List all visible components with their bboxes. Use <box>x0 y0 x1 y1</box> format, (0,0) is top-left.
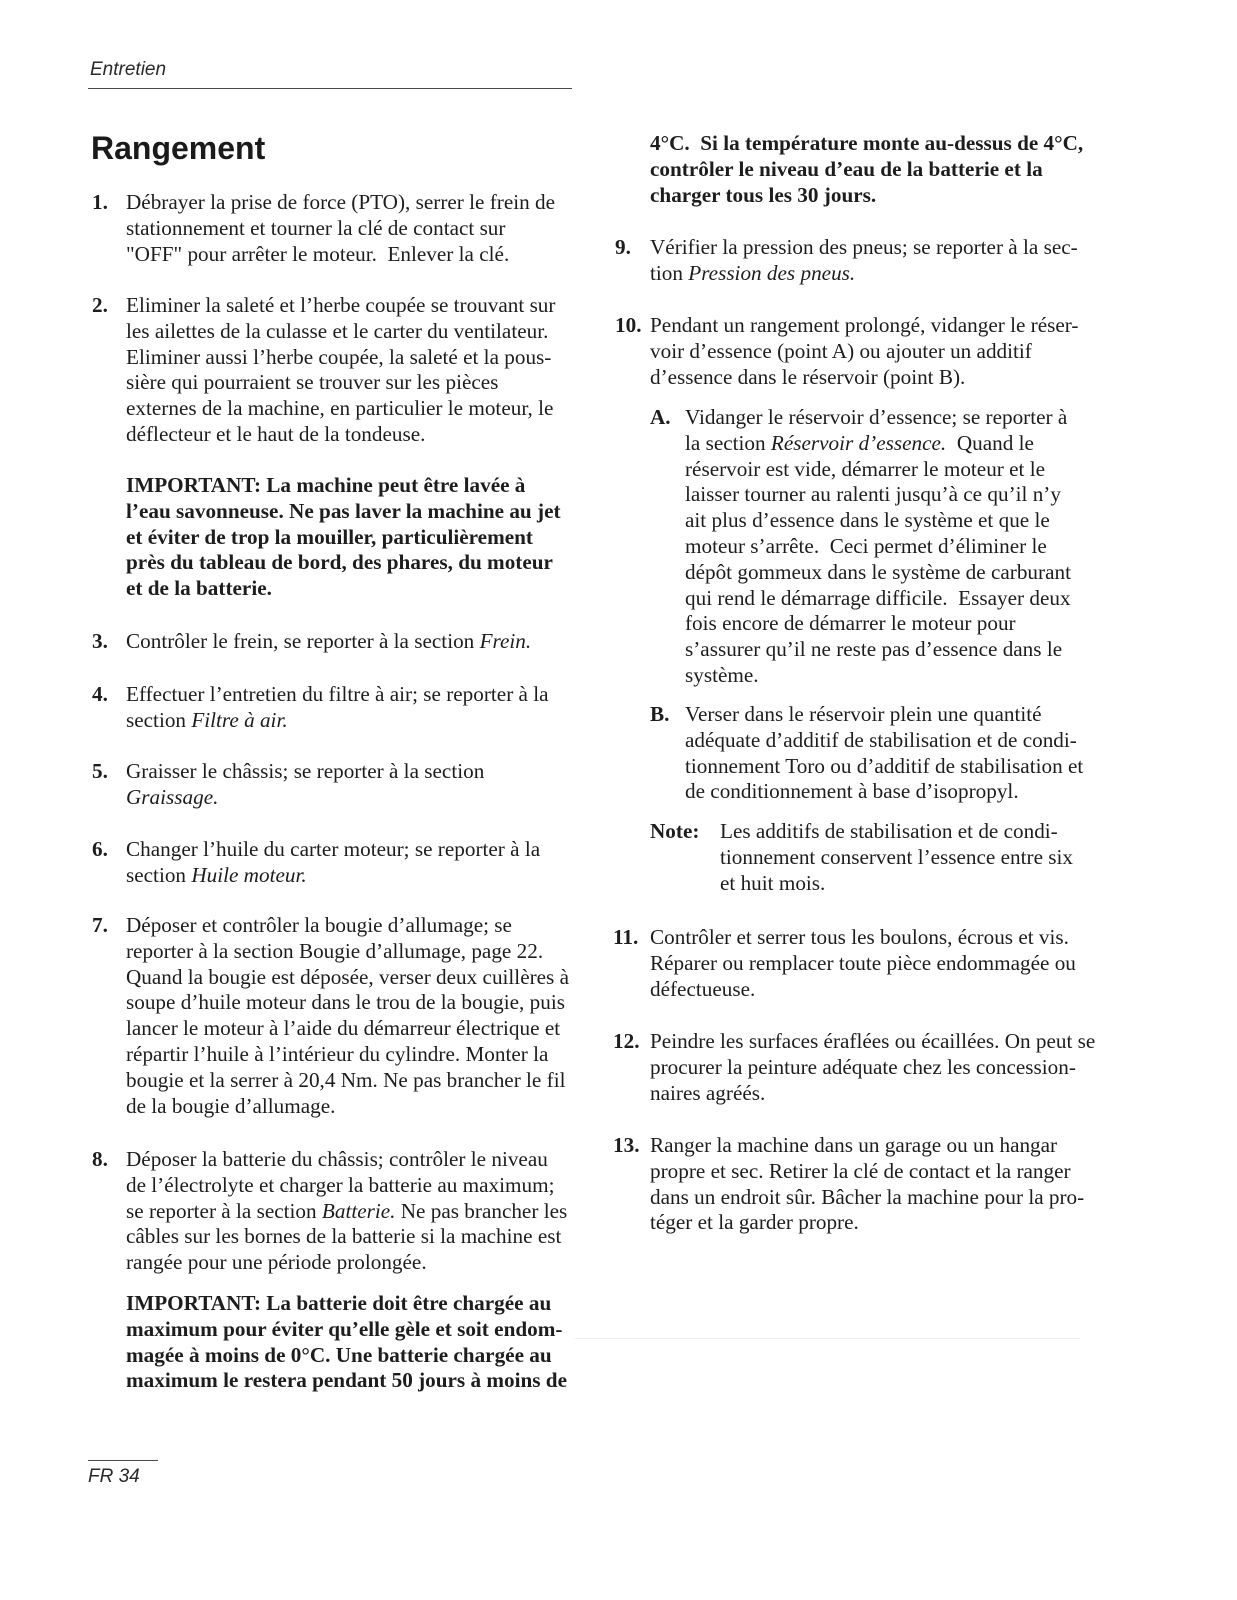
substep-b <box>650 702 1084 805</box>
substep-letter: B. <box>650 702 670 726</box>
step-text-line: Ranger la machine dans un garage ou un hangar <box>650 1133 1058 1157</box>
step-text-line: Réparer ou remplacer toute pièce endommagée ou <box>650 950 1076 975</box>
step-text-line: soupe d’huile moteur dans le trou de la bougie, puis <box>126 990 565 1015</box>
substep-text-line: dépôt gommeux dans le système de carburant <box>685 559 1071 584</box>
step-text-line <box>126 708 549 734</box>
note-label: Note: <box>650 819 700 843</box>
substep-text-line: adéquate d’additif de stabilisation et de condi- <box>685 727 1077 752</box>
important-line: charger tous les 30 jours. <box>650 182 877 207</box>
page-number: FR 34 <box>88 1466 140 1487</box>
text-segment: section <box>126 862 192 887</box>
important-line: IMPORTANT: La batterie doit être chargée au <box>126 1291 552 1315</box>
step-text-line: les ailettes de la culasse et le carter du ventilateur. <box>126 318 549 343</box>
step-text-line: de la bougie d’allumage. <box>126 1093 336 1118</box>
step-number: 11. <box>613 925 639 949</box>
step-text-line: Déposer et contrôler la bougie d’allumage; se <box>126 913 512 937</box>
important-line: près du tableau de bord, des phares, du moteur <box>126 550 553 575</box>
step-text-line: procurer la peinture adéquate chez les concession- <box>650 1054 1076 1079</box>
step-text-line: sière qui pourraient se trouver sur les pièces <box>126 370 499 395</box>
step-5 <box>92 759 485 811</box>
step-3 <box>92 629 532 655</box>
section-reference: Batterie. <box>321 1198 396 1223</box>
text-segment: Quand le <box>946 430 1034 455</box>
step-text-line <box>650 261 1078 287</box>
substep-a <box>650 405 1071 689</box>
important-line: et de la batterie. <box>126 576 272 601</box>
step-1 <box>92 190 556 267</box>
step-text-line: Peindre les surfaces éraflées ou écaillées. On peut se <box>650 1029 1096 1053</box>
section-reference: Graissage. <box>126 784 219 809</box>
important-line: magée à moins de 0°C. Une batterie chargée au <box>126 1342 552 1367</box>
important-notice-washing <box>126 473 561 602</box>
step-number: 3. <box>92 629 108 653</box>
step-text-line: Changer l’huile du carter moteur; se reporter à la <box>126 837 541 861</box>
substep-letter: A. <box>650 405 671 429</box>
step-text-line: câbles sur les bornes de la batterie si la machine est <box>126 1224 562 1249</box>
substep-text-line: système. <box>685 662 759 687</box>
step-text-line <box>126 1199 567 1225</box>
step-number: 12. <box>613 1029 640 1053</box>
step-number: 8. <box>92 1147 108 1171</box>
step-text-line: reporter à la section Bougie d’allumage, page 22. <box>126 938 544 963</box>
step-text-line: Quand la bougie est déposée, verser deux cuillères à <box>126 964 570 989</box>
page-title: Rangement <box>91 130 266 166</box>
substep-text-line: Verser dans le réservoir plein une quantité <box>685 702 1042 726</box>
step-number: 10. <box>615 313 642 337</box>
text-segment: Contrôler le frein, se reporter à la section <box>126 629 480 653</box>
important-line: maximum le restera pendant 50 jours à moins de <box>126 1368 567 1393</box>
step-text-line: Déposer la batterie du châssis; contrôler le niveau <box>126 1147 548 1171</box>
step-text-line: Débrayer la prise de force (PTO), serrer le frein de <box>126 190 556 214</box>
text-segment: tion <box>650 260 689 285</box>
substep-text-line: qui rend le démarrage difficile. Essayer deux <box>685 585 1071 610</box>
step-text-line: Vérifier la pression des pneus; se reporter à la sec- <box>650 235 1078 259</box>
step-text-line: Eliminer la saleté et l’herbe coupée se trouvant sur <box>126 293 556 317</box>
substep-text-line: tionnement Toro ou d’additif de stabilisation et <box>685 753 1084 778</box>
step-9 <box>615 235 1078 287</box>
step-text-line: stationnement et tourner la clé de contact sur <box>126 215 506 240</box>
step-6 <box>92 837 541 889</box>
step-number: 1. <box>92 190 108 214</box>
substep-text-line <box>685 431 1071 457</box>
step-text-line: Effectuer l’entretien du filtre à air; se reporter à la <box>126 682 549 706</box>
text-segment: se reporter à la section <box>126 1198 322 1223</box>
important-line: l’eau savonneuse. Ne pas laver la machine au jet <box>126 498 561 523</box>
step-text-line: rangée pour une période prolongée. <box>126 1250 427 1275</box>
section-reference: Huile moteur. <box>191 862 307 887</box>
step-text-line: déflecteur et le haut de la tondeuse. <box>126 421 426 446</box>
step-text-line: répartir l’huile à l’intérieur du cylindre. Monter la <box>126 1041 549 1066</box>
step-text-line: lancer le moteur à l’aide du démarreur électrique et <box>126 1016 561 1041</box>
section-reference: Réservoir d’essence. <box>770 430 947 455</box>
step-11 <box>613 925 1076 1002</box>
substep-text-line: Vidanger le réservoir d’essence; se reporter à <box>685 405 1068 429</box>
step-text-line: Contrôler et serrer tous les boulons, écrous et vis. <box>650 925 1069 949</box>
note-text-line: tionnement conservent l’essence entre six <box>720 844 1073 869</box>
substep-text-line: réservoir est vide, démarrer le moteur et le <box>685 456 1046 481</box>
step-2 <box>92 293 556 448</box>
text-segment: section <box>126 707 192 732</box>
step-number: 13. <box>613 1133 640 1157</box>
step-text-line: naires agréés. <box>650 1080 766 1105</box>
important-line: maximum pour éviter qu’elle gèle et soit endom- <box>126 1316 563 1341</box>
footer-rule <box>88 1460 158 1461</box>
step-text-line: Eliminer aussi l’herbe coupée, la saleté et la pous- <box>126 344 552 369</box>
step-text-line: d’essence dans le réservoir (point B). <box>650 364 966 389</box>
important-line: et éviter de trop la mouiller, particulièrement <box>126 524 533 549</box>
note-text-line: Les additifs de stabilisation et de condi- <box>720 819 1058 843</box>
scan-line-artifact <box>575 1338 1080 1339</box>
substep-text-line: fois encore de démarrer le moteur pour <box>685 611 1016 636</box>
step-7 <box>92 913 570 1119</box>
step-12 <box>613 1029 1096 1106</box>
step-number: 9. <box>615 235 631 259</box>
note-text-line: et huit mois. <box>720 870 826 895</box>
header-rule <box>88 88 572 89</box>
running-head: Entretien <box>90 59 167 80</box>
step-number: 7. <box>92 913 108 937</box>
step-text-line: Pendant un rangement prolongé, vidanger le réser- <box>650 313 1079 337</box>
step-10 <box>615 313 1079 390</box>
section-reference: Filtre à air. <box>191 707 288 732</box>
note <box>650 819 1073 896</box>
step-text-line <box>126 629 531 655</box>
step-text-line: bougie et la serrer à 20,4 Nm. Ne pas brancher le fil <box>126 1067 566 1092</box>
substep-text-line: ait plus d’essence dans le système et que le <box>685 508 1050 533</box>
step-text-line: Graisser le châssis; se reporter à la section <box>126 759 485 783</box>
substep-text-line: de conditionnement à base d’isopropyl. <box>685 779 1019 804</box>
important-line: 4°C. Si la température monte au-dessus de 4°C, <box>650 131 1084 155</box>
text-segment: Ne pas brancher les <box>395 1198 568 1223</box>
important-notice-battery-continued <box>650 131 1083 208</box>
step-number: 5. <box>92 759 108 783</box>
step-text-line: dans un endroit sûr. Bâcher la machine pour la pro- <box>650 1184 1085 1209</box>
step-text-line: téger et la garder propre. <box>650 1210 859 1235</box>
step-text-line <box>126 785 484 811</box>
important-notice-battery <box>126 1291 567 1394</box>
step-number: 2. <box>92 293 108 317</box>
step-text-line: "OFF" pour arrêter le moteur. Enlever la clé. <box>126 241 510 266</box>
step-text-line: défectueuse. <box>650 976 756 1001</box>
step-number: 6. <box>92 837 108 861</box>
step-text-line: de l’électrolyte et charger la batterie au maximum; <box>126 1172 555 1197</box>
substep-text-line: s’assurer qu’il ne reste pas d’essence dans le <box>685 637 1063 662</box>
step-13 <box>613 1133 1085 1236</box>
important-line: IMPORTANT: La machine peut être lavée à <box>126 473 526 497</box>
text-segment: la section <box>685 430 771 455</box>
step-text-line <box>126 863 540 889</box>
step-text-line: propre et sec. Retirer la clé de contact et la ranger <box>650 1158 1071 1183</box>
section-reference: Frein. <box>479 629 532 653</box>
step-4 <box>92 682 549 734</box>
substep-text-line: moteur s’arrête. Ceci permet d’éliminer le <box>685 533 1047 558</box>
substep-text-line: laisser tourner au ralenti jusqu’à ce qu’il n’y <box>685 482 1061 507</box>
important-line: contrôler le niveau d’eau de la batterie et la <box>650 156 1043 181</box>
section-reference: Pression des pneus. <box>688 260 856 285</box>
step-text-line: externes de la machine, en particulier le moteur, le <box>126 396 554 421</box>
step-8 <box>92 1147 568 1276</box>
step-number: 4. <box>92 682 108 706</box>
step-text-line: voir d’essence (point A) ou ajouter un additif <box>650 338 1032 363</box>
